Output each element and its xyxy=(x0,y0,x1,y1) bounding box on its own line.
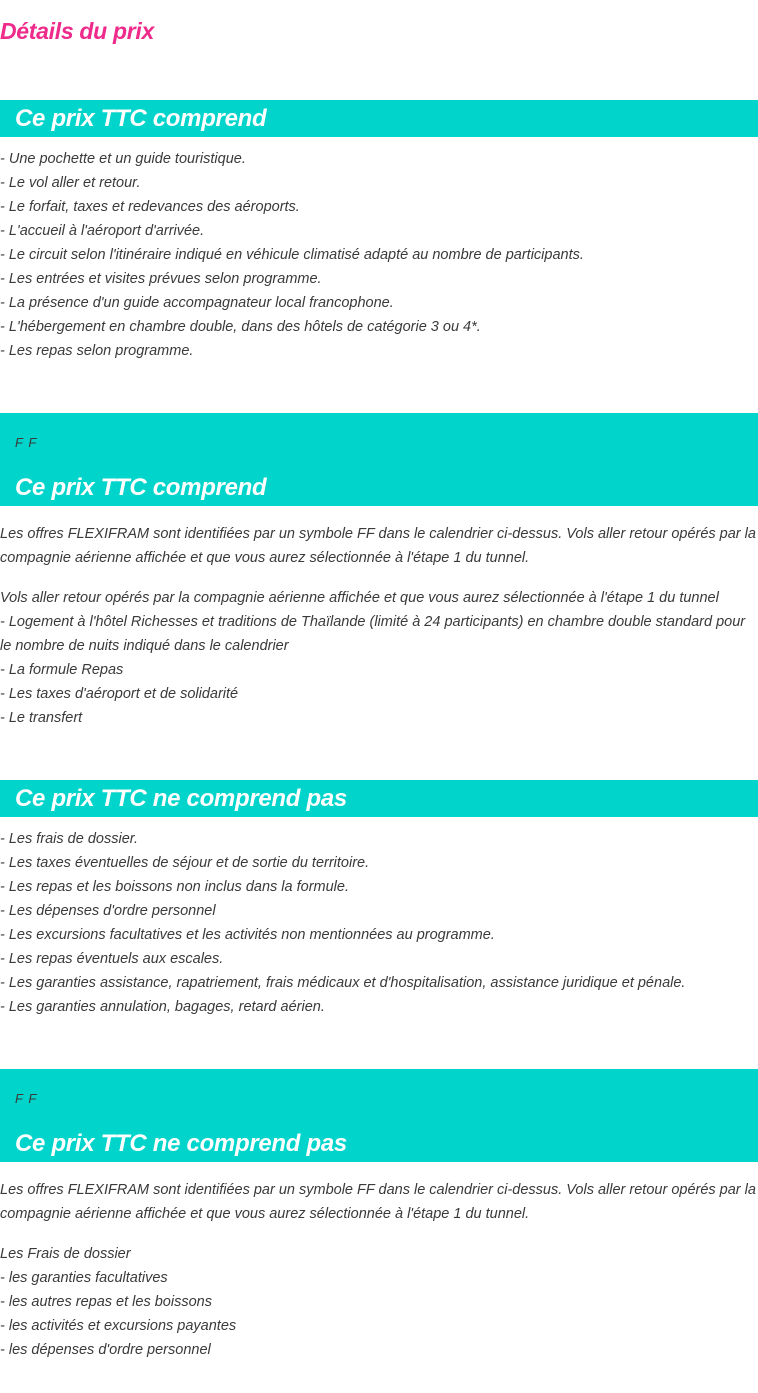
list-item: - Les repas et les boissons non inclus dans la formule. xyxy=(0,879,349,895)
list-item: - les garanties facultatives xyxy=(0,1270,168,1286)
list-item: - Le circuit selon l'itinéraire indiqué en véhicule climatisé adapté au nombre de participants. xyxy=(0,247,584,263)
list-item: - L'accueil à l'aéroport d'arrivée. xyxy=(0,223,205,239)
section-heading-band xyxy=(0,1069,758,1162)
section-heading: Ce prix TTC ne comprend pas xyxy=(15,1130,347,1157)
not-included-list xyxy=(0,827,758,1019)
list-item: - Le forfait, taxes et redevances des aéroports. xyxy=(0,199,300,215)
flexifram-intro: Les offres FLEXIFRAM sont identifiées par un symbole FF dans le calendrier ci-dessus. Vols aller retour opérés par la compagnie aérienne affichée et que vous aurez sélectionnée à l'étape 1 du tunnel. xyxy=(0,1182,756,1222)
list-item: - les autres repas et les boissons xyxy=(0,1294,212,1310)
page-title: Détails du prix xyxy=(0,18,154,44)
flexifram-included-section xyxy=(0,413,758,730)
list-item: - Les garanties annulation, bagages, retard aérien. xyxy=(0,999,325,1015)
list-item: - Les repas selon programme. xyxy=(0,343,194,359)
included-section xyxy=(0,100,758,363)
section-heading: Ce prix TTC ne comprend pas xyxy=(0,780,758,817)
list-item: - les activités et excursions payantes xyxy=(0,1318,237,1334)
flexifram-not-included-list xyxy=(0,1242,758,1362)
list-item: - La présence d'un guide accompagnateur local francophone. xyxy=(0,295,394,311)
list-item: - Les garanties assistance, rapatriement, frais médicaux et d'hospitalisation, assistance juridique et pénale. xyxy=(0,975,686,991)
list-item: - Les taxes d'aéroport et de solidarité xyxy=(0,686,239,702)
list-item: - Une pochette et un guide touristique. xyxy=(0,151,246,167)
section-heading: Ce prix TTC comprend xyxy=(15,474,267,501)
ff-badge: F F xyxy=(15,435,38,450)
list-item: - Les repas éventuels aux escales. xyxy=(0,951,224,967)
flexifram-not-included-section xyxy=(0,1069,758,1362)
list-item: - L'hébergement en chambre double, dans des hôtels de catégorie 3 ou 4*. xyxy=(0,319,481,335)
list-item: - les dépenses d'ordre personnel xyxy=(0,1342,211,1358)
section-heading-band xyxy=(0,413,758,506)
flexifram-included-list xyxy=(0,586,758,730)
list-item: Les Frais de dossier xyxy=(0,1246,131,1262)
section-heading: Ce prix TTC comprend xyxy=(0,100,758,137)
list-item: - La formule Repas xyxy=(0,662,124,678)
list-item: Vols aller retour opérés par la compagnie aérienne affichée et que vous aurez sélectionnée à l'étape 1 du tunnel xyxy=(0,590,719,606)
list-item: - Les frais de dossier. xyxy=(0,831,139,847)
list-item: - Les taxes éventuelles de séjour et de sortie du territoire. xyxy=(0,855,370,871)
flexifram-intro: Les offres FLEXIFRAM sont identifiées par un symbole FF dans le calendrier ci-dessus. Vols aller retour opérés par la compagnie aérienne affichée et que vous aurez sélectionnée à l'étape 1 du tunnel. xyxy=(0,526,756,566)
included-list xyxy=(0,147,758,363)
not-included-section xyxy=(0,780,758,1019)
list-item: - Les dépenses d'ordre personnel xyxy=(0,903,216,919)
ff-badge: F F xyxy=(15,1091,38,1106)
list-item: - Les entrées et visites prévues selon programme. xyxy=(0,271,322,287)
list-item: - Logement à l'hôtel Richesses et traditions de Thaïlande (limité à 24 participants) en chambre double standard pour le nombre de nuits indiqué dans le calendrier xyxy=(0,614,746,654)
list-item: - Le transfert xyxy=(0,710,83,726)
list-item: - Les excursions facultatives et les activités non mentionnées au programme. xyxy=(0,927,495,943)
list-item: - Le vol aller et retour. xyxy=(0,175,141,191)
